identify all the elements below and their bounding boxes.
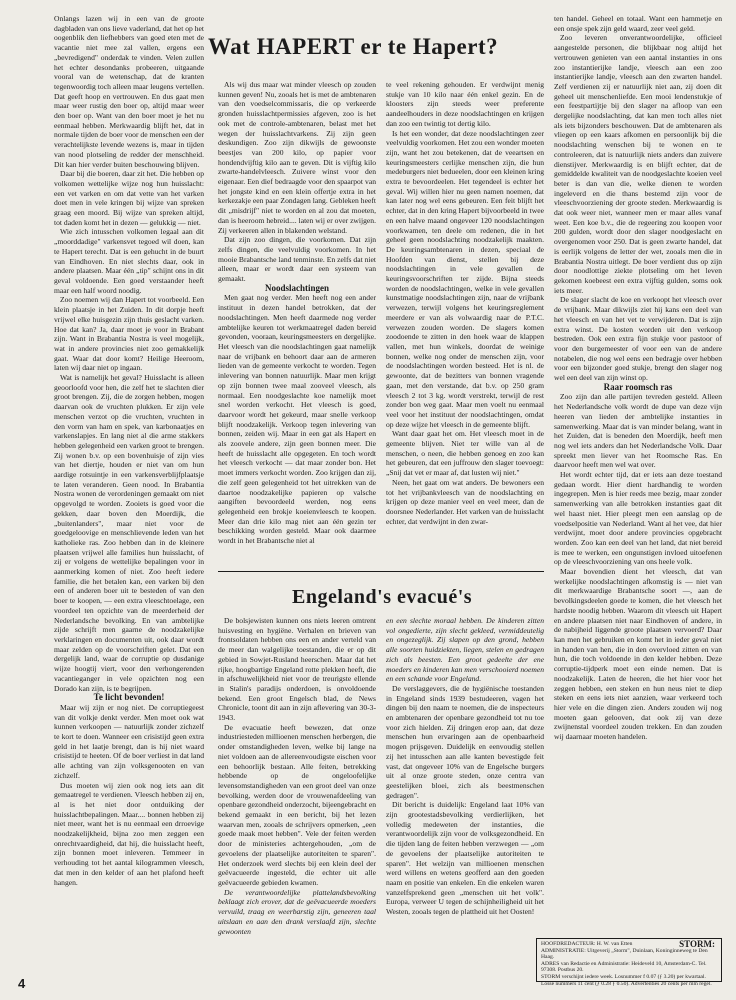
storm-line-4: STORM verschijnt iedere week. Losnummer f 0.07 (ƒ 3.20) per kwartaal. Losse nummers 11 cent (ƒ 0.28 ƒ 0.50). Advertenties 20 cents per mm regel. [541,973,712,987]
lower-col2-paragraph-2: De evacuatie heeft bewezen, dat onze industriesteden millioenen menschen herbergen, die onder omstandigheden leven, welke bij lange na niet voldoen aan de allereenvoudigste eischen voor een behoorlijk bestaan. Alle feiten, betrekking hebbende op de ongeloofelijke levensomstandigheden van een groot deel van onze bevolking, werden door de vrouwenafdeeling van openbare gezondheid onderzocht, bijeengebracht en bekend gemaakt in een bericht, bij het lezen waarvan men, zooals de schrijvers opmerken, „een goede maak moet hebben". Vele der feiten werden door de ministeries achtergehouden, „om de gevoelens der plaatselijke autoriteiten te sparen". Het onderzoek werd slechts bij een klein deel der geëvacueerde ingesteld, die echter uit alle geëvacueerde gebieden kwamen. [218,722,376,887]
storm-title: STORM: [679,939,715,949]
col4-paragraph-1: ten handel. Geheel en totaal. Want een hammetje en een onsje spek zijn geld waard, zeer veel geld. [554,14,722,33]
col3-paragraph-2: Is het een wonder, dat deze noodslachtingen zeer veelvuldig voorkomen. Het zou een wonder moeten zijn, want het zou betekenen, dat de veeartsen en keuringsmeesters cerlijke menschen zijn, die hun medeburgers niet bedueelen, door een kleinen kring extra te bevoordeelen. Het tegendeel is echter het geval. Wij willen hier nu geen namen noemen, dat kan later nog wel eens gebeuren. Een feit blijft het echter, dat in den kring Hapert bijvoorbeeld in twee en een halve maand ongeveer 120 noodslachtingen voorkwamen, ten deele om redenen, die in het geheel geen noodslachting noodzakelijk maakten. De keuringsambtenaren in dezen, speciaal de Hoofden van dienst, stellen bij deze noodslachtingen in vele gevallen de keuringsvoorschriften ter zijde. Bijna steeds worden de noodslachtingen, welke in vele gevallen kunstmatige noodslachtingen zijn, naar de vrijbank verwezen, terwijl volgens het keuringsreglement meerdere er van als volwaardig naar de P.T.C. verwezen zouden worden. De slagers komen zoodoende te zitten in den hoek waar de klappen vallen, met hun winkels, doordat de weinige bonnen, welke nog onder de menschen zijn, voor de noodslachtingen worden besteed. Het is nl. de gewoonte, dat de bezitters van bonnen vragende gaan, met den verstande, dat b.v. op 250 gram vleesch 2 tot 3 kg. wordt verstrekt, terwijl de rest zonder bon weg gaat. Maar men voelt nu eenmaal veel voor het instituut der noodslachtingen, omdat op deze wijze het vleesch in de gemeente blijft. [386,128,544,429]
storm-line-1: HOOFDREDACTEUR: H. W. van Etten [541,941,633,947]
col1-paragraph-4: Zoo noemen wij dan Hapert tot voorbeeld. Een klein plaatsje in het Zuiden. In dit dorpje heeft vrijwel elke huisgezin zijn thuis geslacht varken. Hoe dat kan? Ja, daar moet je voor in Brabant zijn. Want in Brabantia Nostra is veel mogelijk, wat in andere provincies niet zoo gemakkelijk gaat. Waar dat door komt? Heilige Heeroom, laten wij daar niet op ingaan. [54,295,204,373]
subheading-te-licht-bevonden: Te licht bevonden! [93,692,165,703]
col4-paragraph-4: Zoo zijn dan alle partijen tevreden gesteld. Alleen het Nederlandsche volk wordt de dupe van deze vijn heeren van lieden der ambtelijke instanties in samenwerking. Maar dat is van minder belang, want in het Zuiden, dat is beneden den Moerdijk, heeft men nog wel iets anders dan het Nederlandsche Volk. Daar spreekt men liever van het Roomsche Ras. En daarvoor heeft men wel wat over. [554,392,722,470]
col1-paragraph-7: Dus moeten wij zien ook nog iets aan dit gemaatregel te verdienen. Vleesch hebben zij en, al is het niet door ontduiking der huisslachtbepalingen. Maar.... bonnen hebben zij niet meer, want het is nu eenmaal een drroevige noodzakelijkheid, bijna zoo men zeggen een onrechtvaardigheid, dat hij, die huisslacht heeft, zijn bonnen moet inleveren. Temmeer in verhouding tot het aantal kilogrammen vleesch, dat men in den kelder of aan het plafond heeft hangen. [54,780,204,887]
col4-paragraph-5: Het wordt echter tijd, dat er iets aan deze toestand gedaan wordt. Hier dient hardhandig te worden ingegrepen. Men is hier reeds mee bezig, maar zonder samenwerking van alle betrokken instanties gaat dit wel haast niet. Hier pleegt men een aanslag op de voedselpositie van Nederland. Want al het vee, dat hier verdwijnt, moet door andere provincies opgebracht worden. Zoo kan een deel van het land, dat niet bereid is mee te werken, een ongunstigen invloed uitoefenen op de vleeschvoorziening van ons heele volk. [554,470,722,567]
col4-paragraph-6: Maar bovendien dient het vleesch, dat van werkelijke noodslachtingen afkomstig is — niet van dit merkwaardige Brabantsche soort —, aan de bevolkingsdeelen goede te komen, die het vleesch het hardste noodig hebben. Waarom dit vleesch uit Hapert en andere plaatsen niet naar Eindhoven of andere, in de nabijheid liggende groote plaatsen vervoerd? Daar kan men het gebruiken en komt het in ieder geval niet in handen van hen, die in den overvloed zitten en van hun, die toch voldoende in den kelder hebben. Deze corruptie-tijdperk moet een einde nemen. Dat is noodzakelijk. Laten de heeren, die het hier voor het zeggen hebben, een steken en hun neus niet te diep steken en eens iets niet aanzien, waar verkeerd toch hier vele en die dingen zien. Anders zouden wij nog moeten gaan gelooven, dat ook zij van deze zwijnenstal voordeel zouden trekken. En dan zouden wij daarnaar moeten handelen. [554,567,722,742]
lower-col3-paragraph-1: en een slechte moraal hebben. De kinderen zitten vol ongedierte, zijn slecht gekleed, vermiddeutelig en ongezeglijk. Zij slapen op den grond, hebben alle soorten huidziekten, liegen, stelen en gedragen zich als beesten. Een groot gedeelte der ene moeders en kinderen kan men verschooierd noemen en een schande voor Engeland. [386,616,544,684]
col1-paragraph-2: Daar bij die boeren, daar zit het. Die hebben op volkomen wettelijke wijze nog hun huisslacht: een vet varken en om dat vette van het varken doet men in vele kringen bij wijze van spreken graag een moord. Bij wijze van spreken altijd, tot daden komt het in dezen — gelukkig — niet. [54,169,205,227]
col2-paragraph-1: Als wij dus maar wat minder vleesch op zouden kunnen geven! Nu, zooals het is met de ambtenaren van den voedselcommissaris, die op verkeerde gronden huisslachtpermissies afgeven, zoo is het ook met de controle-ambtenaren, belast met het wegen der huisslachtvarkens. Zij zijn geen deskundigen. Zoo zijn dikwijls de gewoonste beestjes van 200 kilo, op papier voor hondendvijftig kilo aan te geven. Dit is vijftig kilo zwarte-handelvleesch. Zuivere winst voor den eigenaar. Een dief bedraagde voor den spaarpot van het jongste kind en een klein offertje extra in het kerkezakje een paar Zondagen lang. Gebleken heeft dit „misdrijf" niet te worden en al zou dat moeten, dan is heeroom hebreid.... laten wij er over zwijgen. Zij verkeeren allen in blakenden welstand. [218,80,376,235]
column-4 [554,14,722,934]
page-number: 4 [18,976,26,991]
storm-line-3: ADRES van Redactie en Administratie: Heideveld 10, Amsterdam-C. Tel. 97308. Postbus 20. [541,960,707,974]
headline-engelands-evacues: Engeland's evacué's [292,586,473,608]
lower-col3-paragraph-3: Dit bericht is duidelijk: Engeland laat 10% van zijn grootestadsbevolking verdierlijken, het volledig medeweten der instanties, die verantwoordelijk zijn voor de volksgezondheid. En die tijden lang de feiten hebben verzwegen — „om de gevoelens der plaatselijke autoriteiten te sparen". Het welzijn van millioenen menschen werd willens en wetens geofferd aan den goeden naam en positie van enkelen. En die enkelen waren vanzelfsprekend geen „menschen uit het volk". Europa, verweer U tegen de schijnheiligheid uit het Westen, zooals tegen de plattheid uit het Oosten! [386,800,544,917]
col2-paragraph-3: Men gaat nog verder. Men heeft nog een ander instituut in dezen handel betrokken, dat der noodslachtingen. Men heeft daarmede nog verder ambtelijke keuren tot werkmaatregel daden bereid gevonden, vooraan, keuringsmeesters en dergelijke. Het vleesch van die noodslachtingen gaat namelijk naar de vrijbank en behoort daar aan de armeren lieden van de gemeente verkocht te worden. Tegen inlevering van bonnen natuurlijk. Maar men krijgt op zijn bonnen twee maal zooveel vleesch, als normaal. Een noodgeslachte koe namelijk moet snel worden verkocht. Het vleesch is goed, daarvoor wordt het gekeurd, maar snelle verkoop blijft noodzakelijk. Verkoop tegen inlevering van bonnen, zeiden wij. Maar in een gat als Hapert en als zoovele andere, zijn geen bonnen meer. Die heeft de huisslacht alle opgegeten. En toch wordt het vleesch verkocht — dat maar zonder bon. Het moet immers verkocht worden. Zoo krijgen dan zij, die zelf geen gelegenheid tot het uitrekken van de daartoe noodzakelijke papieren op valsche aangiften bevoordeeld werden, nog eens gelegenheid een brokje koeienvleesch te koopen. Meer dan drie kilo mag niet aan één gezin ter beschikking worden gesteld. Maar ook daarmee wordt in het Brabantsche niet al [218,293,376,546]
storm-line-2: ADMINISTRATIE: Uitgeverij „Storm", Duinlaan, Koninginneweg te Den Haag. [541,947,708,961]
column-2-upper [218,80,376,566]
section-divider [218,571,544,572]
col1-paragraph-6: Maar wij zijn er nog niet. De corruptiegeest van dit volkje denkt verder. Men moet ook wat kunnen verkoopen — natuurlijk zonder zichzelf te kort te doen. Wanneer een crisistijd geen extra geld in het laatje brengt, dan is hij niet waard crisistijd te heeten. Of de boer verliest in dat land alle achting van zijn volksgenooten en van zichzelf. [54,702,204,780]
col3-paragraph-3: Want daar gaat het om. Het vleesch moet in de gemeente blijven. Niet ter wille van al de menschen, o neen, die hebben genoeg en zoo kan het gebeuren, dat een juffrouw den slager toevoegt: „Snij dat vet er maar af, dat lusten wij niet." [386,429,544,478]
col1-paragraph-1: Onlangs lazen wij in een van de groote dagbladen van ons lieve vaderland, dat het op het oogenblik den liefhebbers van goed eten met de vacantie niet mee zal vallen, ergens een „bevredigend" onderdak te vinden. Velen zullen het echter desondanks probeeren, uitgaande vooral van de wetenschap, dat de kranten tegenwoordig toch alleen maar leugens vertellen. Dat geeft hoop en vertrouwen. En dus gaat men maar weer rustig den boer op, altijd maar weer den boer op. Want van den boer moet je het nu eenmaal hebben. Merkwaardig blijft het, dat in normale tijden de boer voor de menschen een der verachtelijkste levende wezens is, maar in tijden van nood plotseling de redder der menschheid. Dit kan hier verder buiten beschouwing blijven. [54,14,204,169]
lower-col2-paragraph-3: De verantwoordelijke plattelandsbevolking beklaagt zich erover, dat de geëvacueerde moeders vervuild, traag en weerbarstig zijn, geneeren taal uitslaan en aan den drank verslaafd zijn, slechte gewoonten [218,887,376,936]
headline-wat-hapert: Wat HAPERT er te Hapert? [208,34,499,59]
col4-paragraph-3: De slager slacht de koe en verkoopt het vleesch over de vrijbank. Maar dikwijls ziet hij kans een deel van het vleesch en van het vet te verwijderen. Dat is zijn extra winst. De kosten worden uit den verkoop bestreden. Ook een extra fijn stukje voor pastoor of voor den burgemeester of voor een van de andere notabelen, die nog wel eens een bedragje over hebben voor een bijzonder goed stukje, brengt den slager nog wel een deel van zijn winst op. [554,295,722,383]
subheading-raar-roomsch-ras: Raar roomsch ras [603,381,673,392]
subheading-noodslachtingen: Noodslachtingen [264,282,329,293]
col1-paragraph-5: Wat is namelijk het geval? Huisslacht is alleen geoorloofd voor hen, die zelf het te slachten dier groot brengen. Zij, die de zorgen hebben, mogen daarvan ook de vruchten plukken. Er zijn vele menschen verzot op die vruchten, vruchten in den vorm van ham en spek, van karbonaatjes en varkenslapjes. En lang niet al die arme stakkers hebben gelegenheid een varken groot te brengen. Zij wonen b.v. op een bovenhuisje of zijn vies van het diertje, houden er niet van om hun aardige rotsuintje in een varkensverblijfplaatsje te laten veranderen. Geen nood. In Brabantia Nostra wonen de verordeningen gemaakt om niet opgevolgd te worden. Zooiets is goed voor die gekken, daar boven den Moerdijk, die „buitenlanders", maar niet voor de goedgeloovige en menschlievende leden van het katholieke ras. Zoo hebben dan in de kleinere plaatsen vrijwel alle families hun huisslacht, of zij er volgens de wettelijke bepalingen voor in aanmerking komen of niet. Zoo heeft iedere familie, die het betalen kan, een varken bij den een of anderen boer uit te besteden of van den boer te koopen, — een extra vleeschtoelage, een voordeel ten opzichte van de meerderheid der Nederlandsche bevolking. En van ambtelijke zijde schrijft men gaarne de noodzakelijke verklaringen en documenten uit, ook daar wordt maar zelden op de voorschriften gelet. Dat een dergelijk land, waar de corruptie op dusdanige wijze hoogtij viert, voor den verhongerenden vacantieganger in vele opzichten nog een Dorado kan zijn, is te begrijpen. [54,373,204,693]
lower-col3-paragraph-2: De verslaggevers, die de hygiënische toestanden in Engeland sinds 1939 bestudeeren, vagen het dingen bij den naam te noemen, die de inspecteurs en ambtenaren der openbare gezondheid tot nu toe voor zich hielden. Zij dringen erop aan, dat deze menschen hun ervaringen aan de openbaarheid mogen prijsgeven. Duidelijk en eenvoudig stellen zij het intusschen aan alle kanten bevestigde feit vast, dat ongeveer 10% van de Engelsche burgers uit al onze groote steden, onze centra van geestelijken bloei, zich als beestmenschen gedragen". [386,683,544,800]
lower-col2-paragraph-1: De bolsjewisten kunnen ons niets leeren omtrent huisvesting en hygiëne. Verhalen en brieven van frontsoldaten hebben ons een en ander verteld van de meer dan walgelijke toestanden, die er op dit gebied in Sowjet-Rusland heerschen. Maar dat het rijke, hoogbartige Engeland rotte plekken heeft, die in afschuwelijkheid niet voor de treurigste ellende in Stalin's paradijs onderdoen, is onvoldoende bekend. Een groot Engelsch blad, de News Chronicle, toont dit aan in zijn aflevering van 30-3-1943. [218,616,376,723]
col1-paragraph-3: Wie zich intusschen volkomen legaal aan dit „moorddadige" varkensvet tegoed wil doen, kan te Hapert terecht. Dat is een gehucht in de buurt van Eindhoven. En niet slechts daar, ook in andere plaatsen. Maar één „tip" schijnt ons in dit geval voldoende. Een goed verstaander heeft maar een half woord noodig. [54,227,204,295]
column-1 [54,14,204,908]
col3-paragraph-4: Neen, het gaat om wat anders. De bewoners een tot het vrijbankvleesch van de noodslachting en krijgen op deze manier veel en veel meer, dan de doorsnee Nederlander. Het varken van de huisslacht echter, dat verdwijnt in den zwar- [386,477,544,526]
col4-paragraph-2: Zoo leveren onverantwoordelijke, officieel aangestelde personen, die blijkbaar nog altijd het vertrouwen genieten van een aantal instanties in ons zoo instantierijke landje, vleesch aan een zoo instantierijke landje, vleesch aan den zwarten handel. Zelf verdienen zij er natuurlijk niet aan, zij doen dit geheel uit menschenliefde. Een mooi lendenstukje of een feestpartijtje bij den slager na afloop van een dergelijke noodslachting, dat kan men toch alles niet als iets bijzonders beschouwen. Dat de ambtenaren als vliegen op een kaars afkomen en persoonlijk bij die noodslachting wenschen bij te wonen en te controleeren, dat is natuurlijk niets anders dan zuivere dienstijver. Merkwaardig is en blijft echter, dat de gemiddelde kwaliteit van de noodgeslachte koeien veel beter is dan van die, welke dienen te worden ingeleverd en die thans bestemd zijn voor de vleeschvoorziening der groote steden. Merkwaardig is dat ook weer niet, wanneer men er maar alles vanaf weet. Een koe b.v., die de regeering zou koopen voor 200 gulden, wordt door den slager noodgeslacht en overgenomen voor 250. Dat is geen zwarte handel, dat is eerlijk volgens de letter der wet, zooals men die in Brabantia Nostra uitlegt. De boer verdient dus op zijn door noodlottige ziekte plotseling om het leven gekomen koebeest een extra vijftig gulden, soms ook iets meer. [554,33,722,295]
storm-masthead-box [536,938,722,987]
column-2-lower [218,616,376,986]
col2-paragraph-2: Dat zijn zoo dingen, die voorkomen. Dat zijn zelfs dingen, die veelvuldig voorkomen. In het mooie Brabantsche land tenminste. En zelfs dat niet alleen, maar er wordt daar een systeem van gemaakt. [218,235,376,284]
column-3-lower [386,616,544,986]
col3-paragraph-1: te veel rekening gehouden. Er verdwijnt menig stukje van 10 kilo naar één enkel gezin. En de kloosters zijn steeds weer preferente aandeelhouders in deze noodslachtingen en krijgen dan zoo een twintig tot dertig kilo. [386,80,544,128]
column-3-upper [386,80,544,566]
